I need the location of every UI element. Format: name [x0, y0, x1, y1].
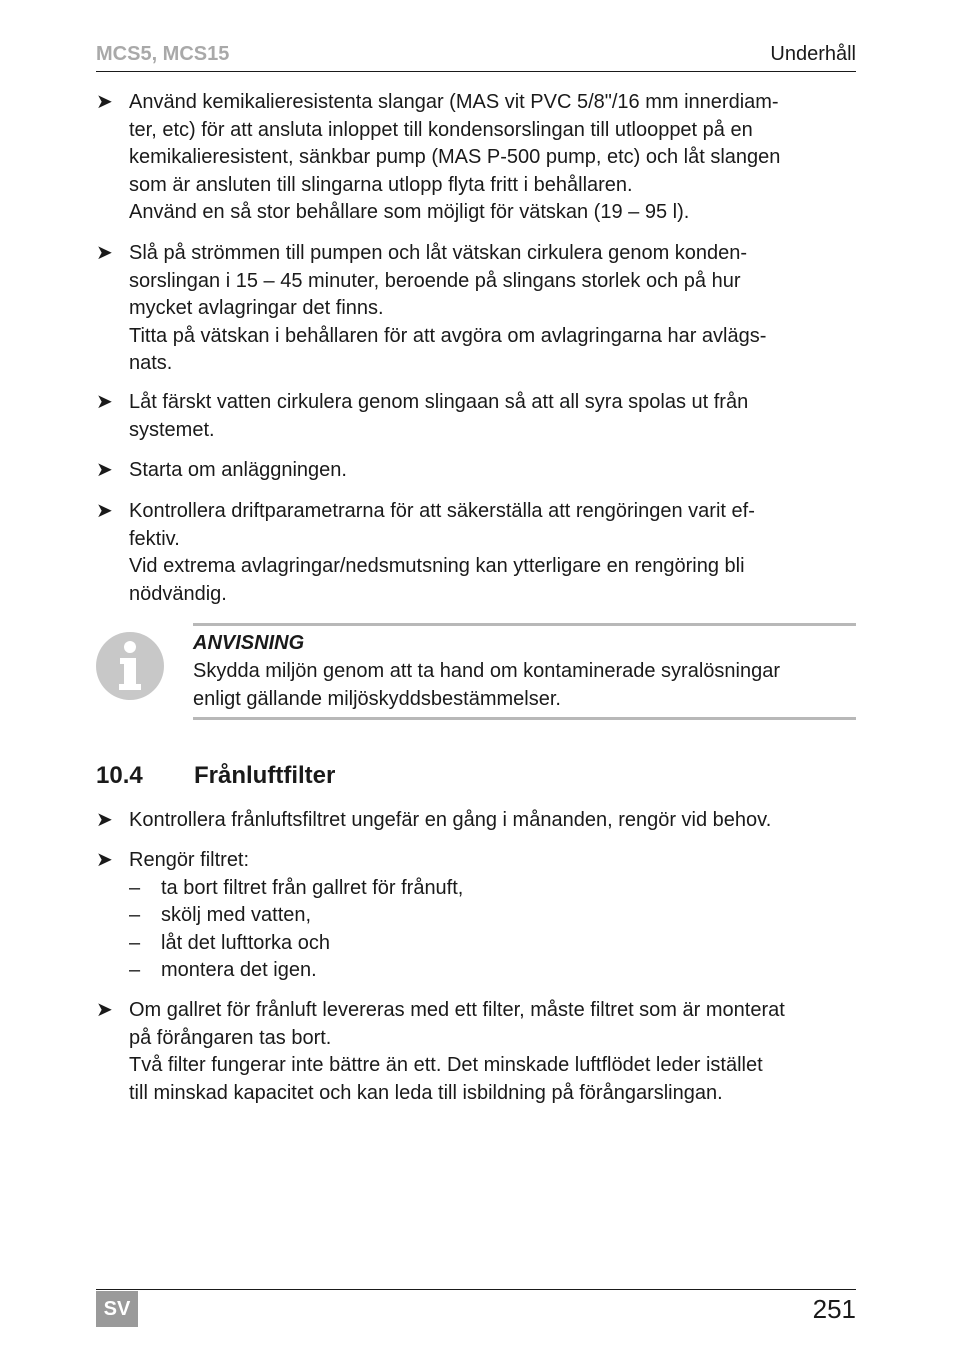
footer-divider: [96, 1289, 856, 1290]
list-item: [96, 498, 858, 608]
text-line: ter, etc) för att ansluta inloppet till kondensorslingan till utlooppet på en: [129, 118, 753, 141]
list-item-text: [129, 997, 858, 1107]
sub-item-text: skölj med vatten,: [161, 904, 312, 926]
text-line: Rengör filtret:: [129, 849, 250, 871]
list-item: [96, 807, 858, 835]
header-model: MCS5, MCS15: [96, 43, 230, 65]
language-badge: SV: [96, 1291, 138, 1327]
text-line: Använd en så stor behållare som möjligt för vätskan (19 – 95 l).: [129, 201, 690, 223]
text-line: systemet.: [129, 418, 215, 441]
text-line: Om gallret för frånluft levereras med ett filter, måste filtret som är monterat: [129, 999, 785, 1021]
arrow-bullet-icon: ➤: [96, 849, 113, 871]
sub-item-text: låt det lufttorka och: [161, 931, 330, 954]
page-number: 251: [812, 1294, 856, 1324]
arrow-bullet-icon: ➤: [96, 391, 113, 413]
list-item: [96, 457, 858, 485]
list-item: [96, 847, 858, 985]
text-line: Vid extrema avlagringar/nedsmutsning kan ytterligare en rengöring bli: [129, 555, 745, 577]
arrow-bullet-icon: ➤: [96, 242, 113, 264]
note-title: ANVISNING: [193, 632, 305, 654]
dash-bullet: –: [129, 904, 141, 926]
text-line: Slå på strömmen till pumpen och låt vätskan cirkulera genom konden-: [129, 242, 748, 264]
arrow-bullet-icon: ➤: [96, 459, 113, 481]
list-item: [96, 89, 858, 227]
dash-bullet: –: [129, 931, 141, 954]
info-icon: [96, 632, 164, 700]
text-line: Två filter fungerar inte bättre än ett. Det minskade luftflödet leder istället: [129, 1054, 763, 1076]
sub-list-item: [129, 930, 858, 958]
text-line: Kontrollera driftparametrarna för att säkerställa att rengöringen varit ef-: [129, 500, 755, 522]
header-section: Underhåll: [770, 43, 856, 65]
text-line: nödvändig.: [129, 582, 227, 605]
sub-list-item: [129, 957, 858, 985]
text-line: till minskad kapacitet och kan leda till isbildning på förångarslingan.: [129, 1081, 723, 1104]
sub-list-item: [129, 875, 858, 903]
list-item-text: [129, 498, 858, 608]
sub-item-text: ta bort filtret från gallret för frånuft,: [161, 876, 464, 899]
text-line: Titta på vätskan i behållaren för att avgöra om avlagringarna har avlägs-: [129, 324, 767, 347]
arrow-bullet-icon: ➤: [96, 809, 113, 831]
text-line: mycket avlagringar det finns.: [129, 297, 384, 319]
text-line: Skydda miljön genom att ta hand om kontaminerade syralösningar: [193, 660, 780, 682]
text-line: fektiv.: [129, 527, 180, 550]
list-item: [96, 997, 858, 1107]
text-line: kemikalieresistent, sänkbar pump (MAS P-500 pump, etc) och låt slangen: [129, 146, 781, 168]
list-item: [96, 389, 858, 444]
section-title: Frånluftfilter: [194, 762, 336, 789]
list-item-text: [129, 847, 858, 985]
text-line: nats.: [129, 352, 173, 374]
arrow-bullet-icon: ➤: [96, 999, 113, 1021]
section-heading: [96, 760, 335, 792]
section-number: 10.4: [96, 762, 143, 789]
text-line: Låt färskt vatten cirkulera genom slingaan så att all syra spolas ut från: [129, 391, 749, 413]
text-line: som är ansluten till slingarna utlopp flyta fritt i behållaren.: [129, 173, 633, 196]
list-item-text: [129, 240, 858, 378]
note-box: [193, 623, 856, 720]
list-item-text: [129, 389, 858, 444]
arrow-bullet-icon: ➤: [96, 500, 113, 522]
dash-bullet: –: [129, 876, 141, 899]
arrow-bullet-icon: ➤: [96, 91, 113, 113]
page-header: [96, 40, 856, 72]
dash-bullet: –: [129, 959, 141, 981]
list-item: [96, 240, 858, 378]
text-line: enligt gällande miljöskyddsbestämmelser.: [193, 687, 561, 710]
sub-item-text: montera det igen.: [161, 959, 317, 981]
list-item-text: [129, 457, 858, 485]
sub-list-item: [129, 902, 858, 930]
text-line: Starta om anläggningen.: [129, 459, 347, 481]
text-line: Kontrollera frånluftsfiltret ungefär en gång i månanden, rengör vid behov.: [129, 809, 772, 831]
text-line: Använd kemikalieresistenta slangar (MAS vit PVC 5/8"/16 mm innerdiam-: [129, 91, 779, 113]
note-body: [193, 658, 780, 713]
text-line: på förångaren tas bort.: [129, 1026, 332, 1049]
text-line: sorslingan i 15 – 45 minuter, beroende på slingans storlek och på hur: [129, 269, 741, 292]
list-item-text: [129, 89, 858, 227]
list-item-text: [129, 807, 858, 835]
